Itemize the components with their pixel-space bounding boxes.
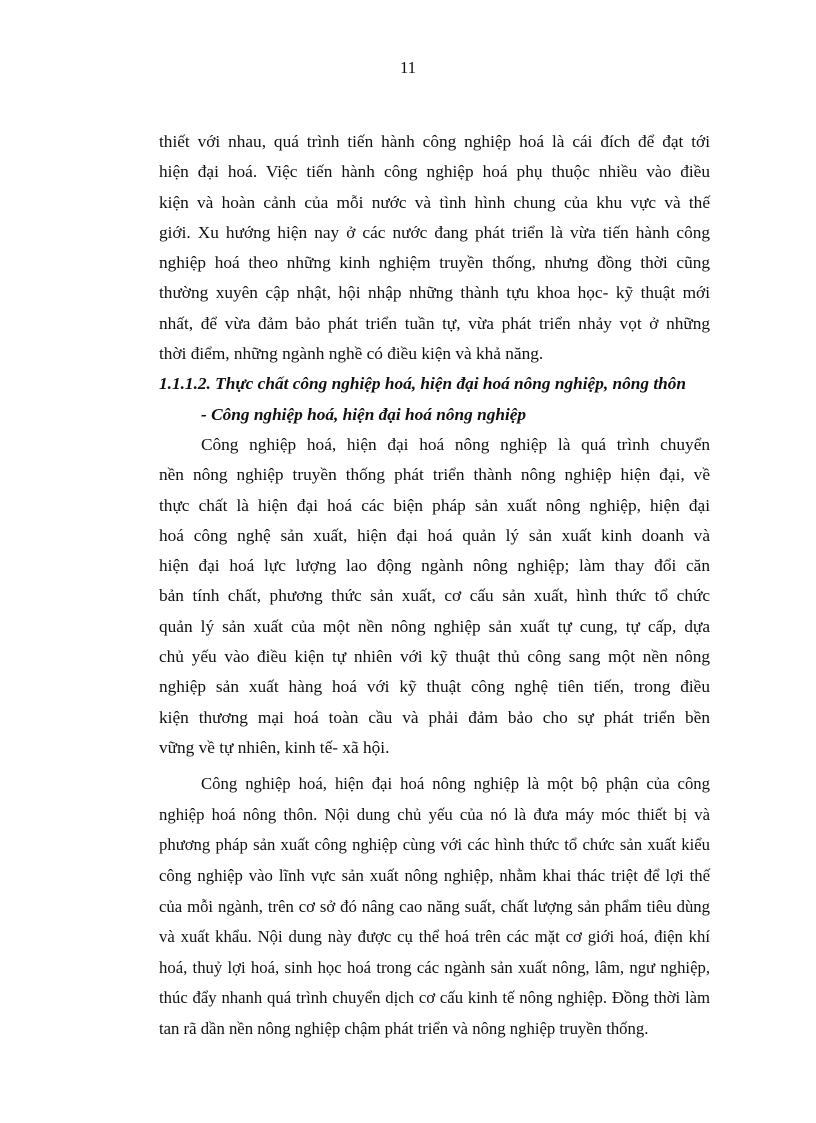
text-line: nghiệp hoá theo những kinh nghiệm truyền thống, nhưng đồng thời cũng bbox=[159, 253, 710, 273]
text-line: công nghiệp vào lĩnh vực sản xuất nông nghiệp, nhằm khai thác triệt để lợi thế bbox=[159, 866, 710, 886]
text-line: kiện thương mại hoá toàn cầu và phải đảm bảo cho sự phát triển bền bbox=[159, 707, 710, 727]
paragraph-content bbox=[159, 769, 710, 1044]
text-line: nghiệp sản xuất hàng hoá với kỹ thuật công nghệ tiên tiến, trong điều bbox=[159, 677, 710, 697]
text-line: nền nông nghiệp truyền thống phát triển thành nông nghiệp hiện đại, về bbox=[159, 465, 710, 485]
text-line: vững về tự nhiên, kinh tế- xã hội. bbox=[159, 737, 390, 757]
text-line: thiết với nhau, quá trình tiến hành công nghiệp hoá là cái đích để đạt tới bbox=[159, 132, 710, 151]
text-line: giới. Xu hướng hiện nay ở các nước đang phát triển là vừa tiến hành công bbox=[159, 222, 710, 242]
text-line: kiện và hoàn cảnh của mỗi nước và tình hình chung của khu vực và thế bbox=[159, 192, 710, 212]
paragraph-definition bbox=[159, 430, 710, 763]
document-body bbox=[159, 127, 710, 1045]
text-line: phương pháp sản xuất công nghiệp cùng với các hình thức tổ chức sản xuất kiểu bbox=[159, 835, 710, 855]
text-line: của mỗi ngành, trên cơ sở đó nâng cao năng suất, chất lượng sản phẩm tiêu dùng bbox=[159, 896, 710, 916]
section-heading: 1.1.1.2. Thực chất công nghiệp hoá, hiện đại hoá nông nghiệp, nông thôn bbox=[159, 374, 686, 394]
text-line: thường xuyên cập nhật, hội nhập những thành tựu khoa học- kỹ thuật mới bbox=[159, 283, 710, 303]
text-line: nghiệp hoá nông thôn. Nội dung chủ yếu của nó là đưa máy móc thiết bị và bbox=[159, 804, 710, 824]
page-number: 11 bbox=[399, 58, 417, 77]
text-line: Công nghiệp hoá, hiện đại hoá nông nghiệp là một bộ phận của công bbox=[201, 774, 710, 794]
text-line: và xuất khẩu. Nội dung này được cụ thể hoá trên các mặt cơ giới hoá, điện khí bbox=[159, 927, 710, 947]
text-line: thúc đẩy nhanh quá trình chuyển dịch cơ cấu kinh tế nông nghiệp. Đồng thời làm bbox=[159, 988, 710, 1008]
text-line: Công nghiệp hoá, hiện đại hoá nông nghiệp là quá trình chuyển bbox=[201, 434, 710, 454]
text-line: hoá, thuỷ lợi hoá, sinh học hoá trong các ngành sản xuất nông, lâm, ngư nghiệp, bbox=[159, 957, 710, 977]
text-line: chủ yếu vào điều kiện tự nhiên với kỹ thuật thủ công sang một nền nông bbox=[159, 647, 710, 667]
text-line: hiện đại hoá lực lượng lao động ngành nông nghiệp; làm thay đổi căn bbox=[159, 556, 710, 576]
text-line: hoá công nghệ sản xuất, hiện đại hoá quản lý sản xuất kinh doanh và bbox=[159, 525, 710, 545]
text-line: nhất, để vừa đảm bảo phát triển tuần tự, vừa phát triển nhảy vọt ở những bbox=[159, 313, 710, 333]
text-line: thực chất là hiện đại hoá các biện pháp sản xuất nông nghiệp, hiện đại bbox=[159, 495, 710, 515]
text-line: hiện đại hoá. Việc tiến hành công nghiệp hoá phụ thuộc nhiều vào điều bbox=[159, 162, 710, 182]
text-line: quản lý sản xuất của một nền nông nghiệp sản xuất tự cung, tự cấp, dựa bbox=[159, 616, 710, 636]
text-line: bản tính chất, phương thức sản xuất, cơ cấu sản xuất, hình thức tổ chức bbox=[159, 586, 710, 606]
text-line: tan rã dần nền nông nghiệp chậm phát triển và nông nghiệp truyền thống. bbox=[159, 1018, 649, 1038]
paragraph-intro bbox=[159, 127, 710, 369]
text-line: thời điểm, những ngành nghề có điều kiện và khả năng. bbox=[159, 344, 544, 364]
sub-heading: - Công nghiệp hoá, hiện đại hoá nông nghiệp bbox=[201, 404, 527, 424]
